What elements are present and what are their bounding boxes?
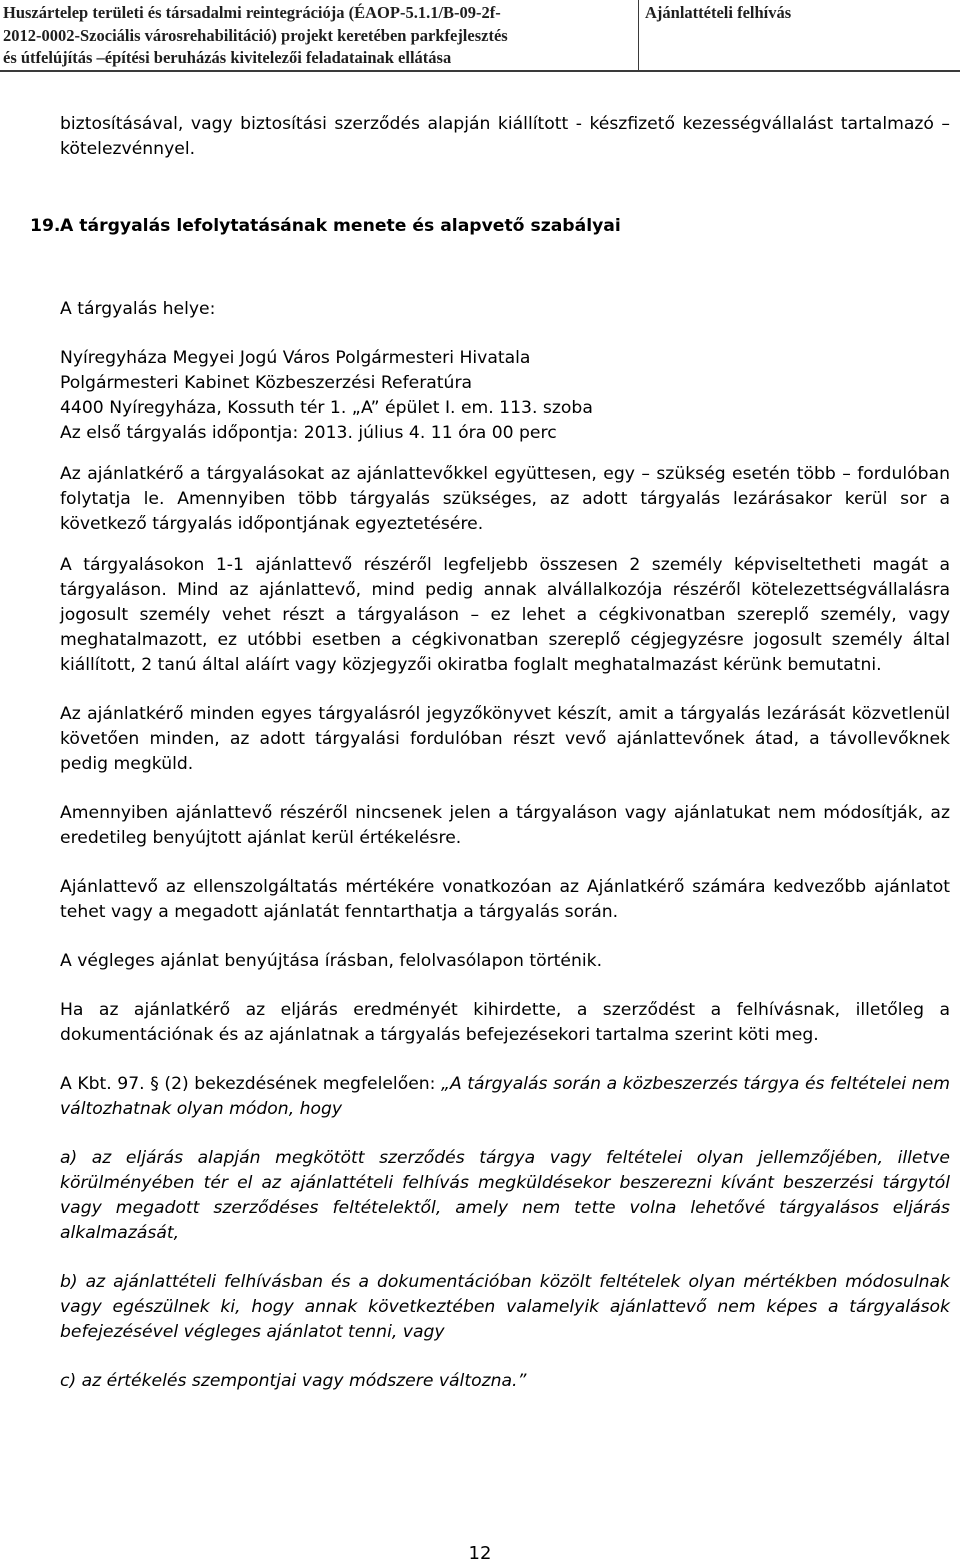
project-title-line: 2012-0002-Szociális városrehabilitáció) projekt keretében parkfejlesztés xyxy=(3,25,508,45)
project-title-line: Huszártelep területi és társadalmi reintegrációja (ÉAOP-5.1.1/B-09-2f- xyxy=(3,3,501,22)
address-line: Polgármesteri Kabinet Közbeszerzési Referatúra xyxy=(60,373,473,393)
paragraph-absence: Amennyiben ajánlattevő részéről nincsenek jelen a tárgyaláson vagy ajánlatukat nem módosítják, az eredetileg benyújtott ajánlat kerül értékelésre. xyxy=(60,803,950,848)
condition-c: c) az értékelés szempontjai vagy módszere változna.” xyxy=(60,1371,527,1391)
condition-a: a) az eljárás alapján megkötött szerződés tárgya vagy feltételei olyan jellemzőjében, illetve körülményében tér el az ajánlattételi felhívás megküldésekor beszerezni kívánt beszerzési tárgytól vagy megadott szerződéses feltételektől, amely nem tette volna lehetővé tárgyalásos eljárás alkalmazását, xyxy=(60,1148,950,1243)
document-body xyxy=(30,112,950,1394)
project-title xyxy=(3,2,631,70)
paragraph-contract: Ha az ajánlatkérő az eljárás eredményét kihirdette, a szerződést a felhívásnak, illetőleg a dokumentációnak és az ajánlatnak a tárgyalás befejezésekori tartalma szerint köti meg. xyxy=(60,1000,950,1045)
meeting-date: Az első tárgyalás időpontja: 2013. július 4. 11 óra 00 perc xyxy=(60,423,557,443)
address-line: 4400 Nyíregyháza, Kossuth tér 1. „A” épület I. em. 113. szoba xyxy=(60,398,593,418)
paragraph-minutes: Az ajánlatkérő minden egyes tárgyalásról jegyzőkönyvet készít, amit a tárgyalás lezárását közvetlenül követően minden, az adott tárgyalási fordulóban részt vevő ajánlattevőnek átad, a távollevőknek pedig megküld. xyxy=(60,704,950,774)
page-number: 12 xyxy=(468,1543,492,1564)
paragraph-rounds: Az ajánlatkérő a tárgyalásokat az ajánlattevőkkel együttesen, egy – szükség esetén több – fordulóban folytatja le. Amennyiben több tárgyalás szükséges, az adott tárgyalás lezárásakor kerül sor a következő tárgyalás időpontjának egyeztetésére. xyxy=(60,464,950,534)
kbt-paragraph xyxy=(60,1072,950,1122)
address-line: Nyíregyháza Megyei Jogú Város Polgármesteri Hivatala xyxy=(60,348,531,368)
document-type: Ajánlattételi felhívás xyxy=(638,0,960,70)
project-title-line: és útfelújítás –építési beruházás kivitelezői feladatainak ellátása xyxy=(3,48,452,67)
intro-paragraph: biztosításával, vagy biztosítási szerződés alapján kiállított - készfizető kezességvállalást tartalmazó – kötelezvénnyel. xyxy=(60,114,950,159)
paragraph-offer: Ajánlattevő az ellenszolgáltatás mértékére vonatkozóan az Ajánlatkérő számára kedvezőbb ajánlatot tehet vagy a megadott ajánlatát fenntarthatja a tárgyalás során. xyxy=(60,877,950,922)
paragraph-representatives: A tárgyalásokon 1-1 ajánlattevő részéről legfeljebb összesen 2 személy képviseltetheti magát a tárgyaláson. Mind az ajánlattevő, mind pedig annak alvállalkozója részéről kötelezettségvállalásra jogosult személy vehet részt a tárgyaláson – ez lehet a cégkivonatban szereplő személy, vagy meghatalmazott, ez utóbbi esetben a cégkivonatban szereplő cégjegyzésre jogosult személy által kiállított, 2 tanú által aláírt vagy közjegyzői okiratba foglalt meghatalmazást kérünk bemutatni. xyxy=(60,555,950,675)
place-label: A tárgyalás helye: xyxy=(60,299,216,319)
address-block xyxy=(60,346,950,446)
page-header xyxy=(0,0,960,72)
section-title: A tárgyalás lefolytatásának menete és alapvető szabályai xyxy=(60,216,621,236)
kbt-reference: A Kbt. 97. § (2) bekezdésének megfelelően: xyxy=(60,1074,442,1094)
kbt-quote: „A tárgyalás során a közbeszerzés tárgya és feltételei nem változhatnak olyan módon, hogy xyxy=(60,1074,950,1119)
section-heading xyxy=(30,214,950,239)
condition-b: b) az ajánlattételi felhívásban és a dokumentációban közölt feltételek olyan mértékben módosulnak vagy egészülnek ki, hogy annak következtében valamelyik ajánlattevő nem képes a tárgyalások befejezésével végleges ajánlatot tenni, vagy xyxy=(60,1272,950,1342)
paragraph-final-offer: A végleges ajánlat benyújtása írásban, felolvasólapon történik. xyxy=(60,951,603,971)
section-number: 19. xyxy=(30,216,61,236)
